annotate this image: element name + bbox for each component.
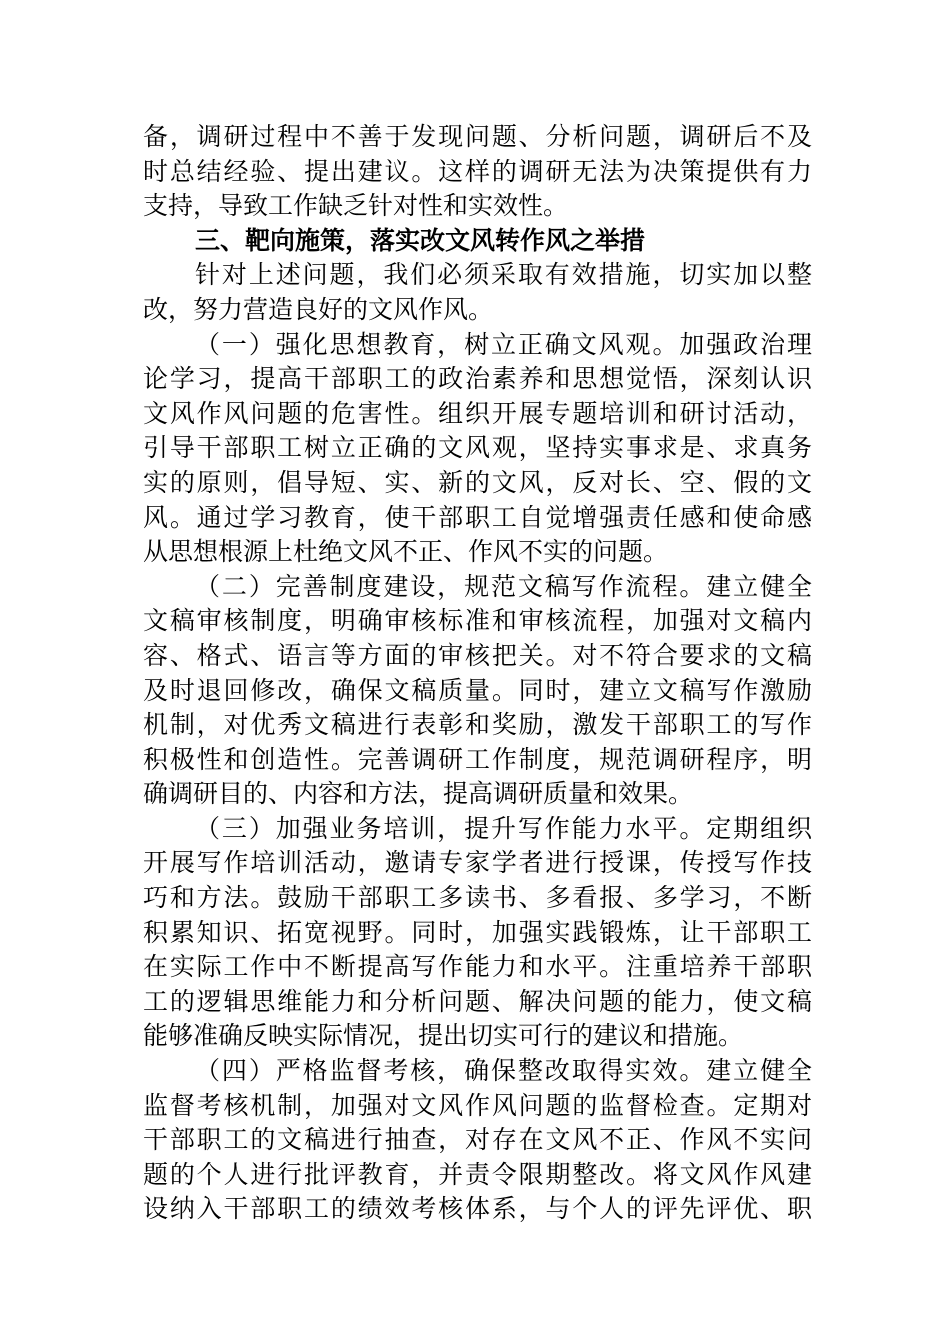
text-line: 开展写作培训活动，邀请专家学者进行授课，传授写作技	[143, 849, 812, 878]
text-line: 文稿审核制度，明确审核标准和审核流程，加强对文稿内	[143, 607, 812, 636]
text-line: 实的原则，倡导短、实、新的文风，反对长、空、假的文	[143, 468, 812, 497]
text-line: 巧和方法。鼓励干部职工多读书、多看报、多学习，不断	[143, 884, 812, 913]
document-text-block	[143, 120, 812, 1227]
text-line: 设纳入干部职工的绩效考核体系，与个人的评先评优、职	[143, 1195, 812, 1224]
text-line: 干部职工的文稿进行抽查，对存在文风不正、作风不实问	[143, 1126, 812, 1155]
text-line: 确调研目的、内容和方法，提高调研质量和效果。	[143, 780, 694, 809]
text-line: 从思想根源上杜绝文风不正、作风不实的问题。	[143, 538, 669, 567]
text-line: 题的个人进行批评教育，并责令限期整改。将文风作风建	[143, 1160, 812, 1189]
text-line: 机制，对优秀文稿进行表彰和奖励，激发干部职工的写作	[143, 711, 812, 740]
text-line: （一）强化思想教育，树立正确文风观。加强政治理	[195, 330, 812, 359]
section-heading-line: 三、靶向施策，落实改文风转作风之举措	[195, 226, 646, 255]
text-line: 支持，导致工作缺乏针对性和实效性。	[143, 192, 569, 221]
text-line: 能够准确反映实际情况，提出切实可行的建议和措施。	[143, 1022, 744, 1051]
text-line: 工的逻辑思维能力和分析问题、解决问题的能力，使文稿	[143, 987, 812, 1016]
text-line: 监督考核机制，加强对文风作风问题的监督检查。定期对	[143, 1091, 812, 1120]
text-line: 及时退回修改，确保文稿质量。同时，建立文稿写作激励	[143, 676, 812, 705]
text-line: 时总结经验、提出建议。这样的调研无法为决策提供有力	[143, 157, 812, 186]
text-line: 文风作风问题的危害性。组织开展专题培训和研讨活动，	[143, 399, 812, 428]
text-line: 积累知识、拓宽视野。同时，加强实践锻炼，让干部职工	[143, 918, 812, 947]
text-line: 引导干部职工树立正确的文风观，坚持实事求是、求真务	[143, 434, 812, 463]
text-line: （二）完善制度建设，规范文稿写作流程。建立健全	[195, 572, 812, 601]
text-line: 积极性和创造性。完善调研工作制度，规范调研程序，明	[143, 745, 812, 774]
text-line: 改，努力营造良好的文风作风。	[143, 295, 494, 324]
text-line: 风。通过学习教育，使干部职工自觉增强责任感和使命感	[143, 503, 812, 532]
text-line: （四）严格监督考核，确保整改取得实效。建立健全	[195, 1057, 812, 1086]
text-line: 容、格式、语言等方面的审核把关。对不符合要求的文稿	[143, 641, 812, 670]
text-line: 针对上述问题，我们必须采取有效措施，切实加以整	[195, 261, 812, 290]
text-line: 备，调研过程中不善于发现问题、分析问题，调研后不及	[143, 123, 812, 151]
text-line: 论学习，提高干部职工的政治素养和思想觉悟，深刻认识	[143, 365, 812, 394]
text-line: 在实际工作中不断提高写作能力和水平。注重培养干部职	[143, 953, 812, 982]
text-line: （三）加强业务培训，提升写作能力水平。定期组织	[195, 814, 812, 843]
